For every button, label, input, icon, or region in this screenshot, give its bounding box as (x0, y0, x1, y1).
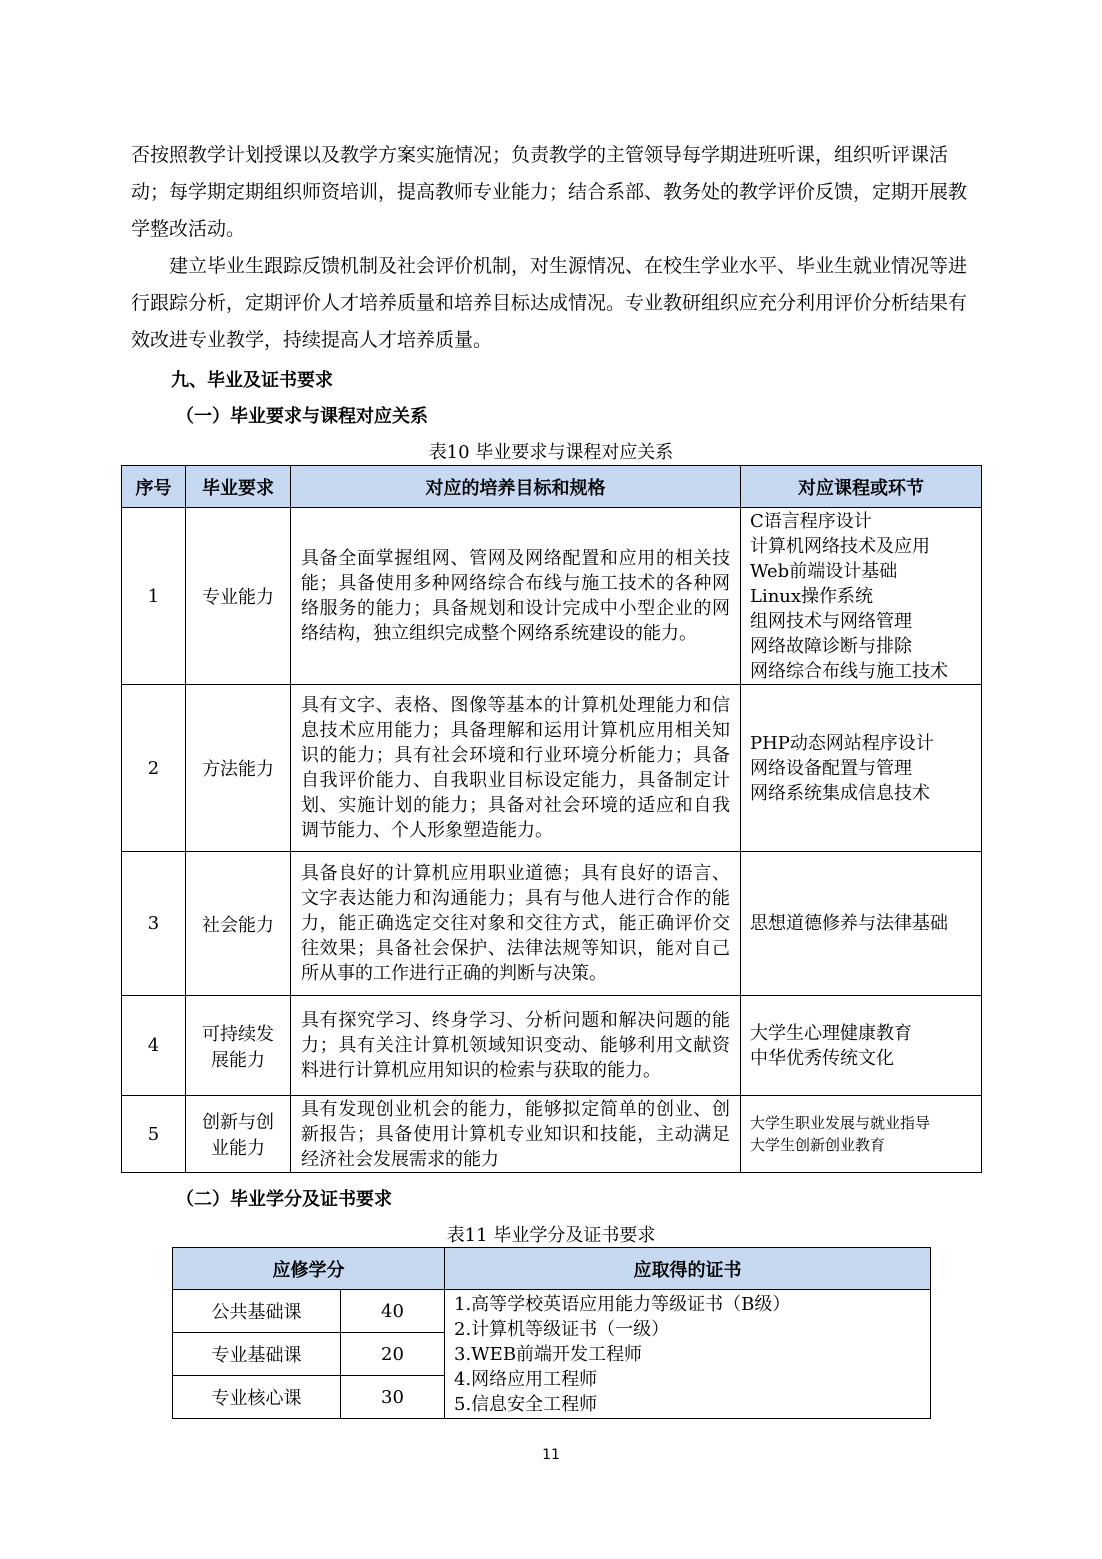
course-cell (741, 1096, 982, 1173)
course-item: 计算机网络技术及应用 (750, 535, 930, 557)
certificate-item: 2.计算机等级证书（一级） (454, 1318, 670, 1340)
credit-value: 30 (341, 1376, 445, 1419)
requirement-cell (186, 852, 291, 996)
course-item: C语言程序设计 (750, 510, 872, 532)
requirement-text: 创新与创 (202, 1112, 274, 1133)
table-header-row (122, 466, 982, 508)
credits-certificates-table (172, 1247, 931, 1419)
row-number: 4 (122, 996, 186, 1096)
subsection-title-credits-certificates: （二）毕业学分及证书要求 (176, 1189, 392, 1210)
course-item: 中华优秀传统文化 (750, 1047, 894, 1069)
certificate-item: 5.信息安全工程师 (454, 1393, 598, 1415)
certificate-list (445, 1290, 931, 1419)
table-row (122, 852, 982, 996)
table-row (122, 996, 982, 1096)
header-courses: 对应课程或环节 (741, 466, 982, 508)
course-item: Linux操作系统 (750, 585, 874, 607)
requirement-cell (186, 685, 291, 852)
header-certificates: 应取得的证书 (445, 1248, 931, 1290)
table-header-row (173, 1248, 931, 1290)
certificate-item: 3.WEB前端开发工程师 (454, 1343, 643, 1365)
course-cell (741, 852, 982, 996)
credit-value: 40 (341, 1290, 445, 1333)
table-row (122, 508, 982, 685)
goal-cell: 具有探究学习、终身学习、分析问题和解决问题的能力；具有关注计算机领域知识变动、能够利用文献资料进行计算机应用知识的检索与获取的能力。 (291, 996, 741, 1096)
goal-cell: 具有发现创业机会的能力，能够拟定简单的创业、创新报告；具备使用计算机专业知识和技能，主动满足经济社会发展需求的能力 (291, 1096, 741, 1173)
course-cell (741, 685, 982, 852)
requirement-text: 专业能力 (202, 587, 274, 608)
requirement-text: 方法能力 (202, 759, 274, 780)
section-title: 九、毕业及证书要求 (171, 370, 333, 391)
course-item: PHP动态网站程序设计 (750, 732, 934, 754)
goal-cell: 具备全面掌握组网、管网及网络配置和应用的相关技能；具备使用多种网络综合布线与施工技术的各种网络服务的能力；具备规划和设计完成中小型企业的网络结构，独立组织完成整个网络系统建设的能力。 (291, 508, 741, 685)
course-item: 网络故障诊断与排除 (750, 635, 912, 657)
row-number: 3 (122, 852, 186, 996)
credit-course-name: 专业基础课 (173, 1333, 341, 1376)
course-item: 大学生心理健康教育 (750, 1022, 912, 1044)
body-paragraph-2: 建立毕业生跟踪反馈机制及社会评价机制，对生源情况、在校生学业水平、毕业生就业情况等进行跟踪分析，定期评价人才培养质量和培养目标达成情况。专业教研组织应充分利用评价分析结果有效改进专业教学，持续提高人才培养质量。 (131, 255, 968, 351)
header-number: 序号 (122, 466, 186, 508)
course-item: 大学生创新创业教育 (750, 1136, 886, 1154)
credit-course-name: 专业核心课 (173, 1376, 341, 1419)
row-number: 1 (122, 508, 186, 685)
course-item: 网络综合布线与施工技术 (750, 660, 948, 682)
subsection-title-graduation-requirements: （一）毕业要求与课程对应关系 (176, 406, 428, 427)
course-item: 思想道德修养与法律基础 (750, 913, 948, 934)
header-credits: 应修学分 (173, 1248, 445, 1290)
course-cell (741, 508, 982, 685)
course-item: 大学生职业发展与就业指导 (750, 1114, 931, 1132)
certificate-item: 1.高等学校英语应用能力等级证书（B级） (454, 1293, 791, 1315)
credit-course-name: 公共基础课 (173, 1290, 341, 1333)
course-item: 网络设备配置与管理 (750, 757, 912, 779)
requirement-cell (186, 508, 291, 685)
table10-caption: 表10 毕业要求与课程对应关系 (428, 442, 674, 463)
header-goal: 对应的培养目标和规格 (291, 466, 741, 508)
credit-value: 20 (341, 1333, 445, 1376)
requirements-course-table (121, 465, 982, 1173)
body-paragraph-1: 否按照教学计划授课以及教学方案实施情况；负责教学的主管领导每学期进班听课，组织听评课活动；每学期定期组织师资培训，提高教师专业能力；结合系部、教务处的教学评价反馈，定期开展教学整改活动。 (131, 144, 968, 240)
table-row (122, 1096, 982, 1173)
course-item: Web前端设计基础 (750, 560, 898, 582)
goal-cell: 具备良好的计算机应用职业道德；具有良好的语言、文字表达能力和沟通能力；具有与他人进行合作的能力，能正确选定交往对象和交往方式，能正确评价交往效果；具备社会保护、法律法规等知识，能对自己所从事的工作进行正确的判断与决策。 (291, 852, 741, 996)
row-number: 2 (122, 685, 186, 852)
course-cell (741, 996, 982, 1096)
requirement-text: 可持续发 (202, 1023, 274, 1045)
requirement-text: 社会能力 (202, 914, 274, 936)
page-number: 11 (542, 1447, 560, 1463)
goal-cell: 具有文字、表格、图像等基本的计算机处理能力和信息技术应用能力；具备理解和运用计算机应用相关知识的能力；具有社会环境和行业环境分析能力；具备自我评价能力、自我职业目标设定能力，具备制定计划、实施计划的能力；具备对社会环境的适应和自我调节能力、个人形象塑造能力。 (291, 685, 741, 852)
table-row (173, 1290, 931, 1333)
row-number: 5 (122, 1096, 186, 1173)
course-item: 网络系统集成信息技术 (750, 782, 930, 804)
course-item: 组网技术与网络管理 (750, 610, 912, 632)
requirement-text: 展能力 (211, 1049, 265, 1071)
table-row (122, 685, 982, 852)
requirement-text: 业能力 (211, 1138, 265, 1159)
certificate-item: 4.网络应用工程师 (454, 1368, 598, 1390)
requirement-cell (186, 1096, 291, 1173)
table11-caption: 表11 毕业学分及证书要求 (446, 1225, 656, 1246)
header-requirement: 毕业要求 (186, 466, 291, 508)
requirement-cell (186, 996, 291, 1096)
